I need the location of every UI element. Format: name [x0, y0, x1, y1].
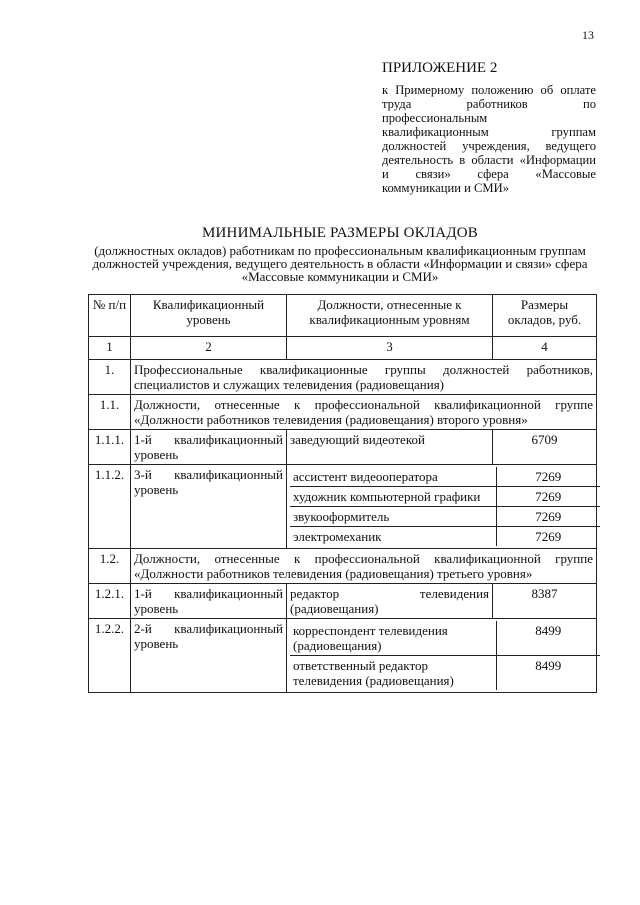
position-row — [290, 467, 600, 487]
position-row — [290, 527, 600, 547]
position-name: ответственный редактор телевидения (радиовещания) — [290, 656, 496, 691]
table-header-row — [89, 295, 597, 337]
qualification-level: 1-й квалификационный уровень — [131, 584, 287, 619]
row-number: 1. — [89, 360, 131, 395]
table-row — [89, 430, 597, 465]
position-name: звукооформитель — [290, 507, 496, 527]
column-number: 2 — [131, 337, 287, 360]
group-title: Должности, отнесенные к профессиональной квалификационной группе «Должности работников телевидения (радиовещания) второго уровня» — [131, 395, 597, 430]
positions-subtable — [290, 467, 600, 546]
qualification-level: 2-й квалификационный уровень — [131, 619, 287, 693]
table-row — [89, 584, 597, 619]
position-name: художник компьютерной графики — [290, 487, 496, 507]
table-row — [89, 619, 597, 693]
appendix-title: ПРИЛОЖЕНИЕ 2 — [382, 60, 498, 76]
row-number: 1.2. — [89, 549, 131, 584]
positions-subtable — [290, 621, 600, 690]
position-name: корреспондент телевидения (радиовещания) — [293, 623, 448, 653]
row-number: 1.1. — [89, 395, 131, 430]
appendix-block — [382, 60, 596, 195]
positions-group — [287, 619, 597, 693]
salary-value: 7269 — [496, 487, 600, 507]
salary-table — [88, 294, 597, 693]
salary-value: 8387 — [493, 584, 597, 619]
header-salary: Размеры окладов, руб. — [493, 295, 597, 337]
group-title: Должности, отнесенные к профессиональной квалификационной группе «Должности работников телевидения (радиовещания) третьего уровня» — [131, 549, 597, 584]
table-row — [89, 549, 597, 584]
qualification-level: 3-й квалификационный уровень — [131, 465, 287, 549]
heading-title: МИНИМАЛЬНЫЕ РАЗМЕРЫ ОКЛАДОВ — [201, 225, 478, 241]
column-number: 1 — [89, 337, 131, 360]
position-row — [290, 487, 600, 507]
salary-value: 8499 — [496, 656, 600, 691]
position-row — [290, 507, 600, 527]
page-number: 13 — [582, 28, 594, 42]
position-row — [290, 656, 600, 691]
positions-group — [287, 465, 597, 549]
row-number: 1.1.1. — [89, 430, 131, 465]
header-positions: Должности, отнесенные к квалификационным уровням — [287, 295, 493, 337]
header-level: Квалификационный уровень — [131, 295, 287, 337]
document-heading — [90, 225, 590, 283]
salary-value: 7269 — [496, 507, 600, 527]
position-name: ассистент видеооператора — [293, 469, 438, 484]
column-number: 4 — [493, 337, 597, 360]
position-row — [290, 621, 600, 656]
header-number: № п/п — [89, 295, 131, 337]
row-number: 1.2.2. — [89, 619, 131, 693]
table-row — [89, 395, 597, 430]
table-row — [89, 360, 597, 395]
qualification-level: 1-й квалификационный уровень — [131, 430, 287, 465]
row-number: 1.1.2. — [89, 465, 131, 549]
salary-value: 7269 — [496, 527, 600, 547]
position-name: редактор телевидения (радиовещания) — [287, 584, 493, 619]
salary-value: 7269 — [496, 467, 600, 487]
salary-value: 6709 — [493, 430, 597, 465]
position-name: электромеханик — [290, 527, 496, 547]
group-title: Профессиональные квалификационные группы должностей работников, специалистов и служащих телевидения (радиовещания) — [131, 360, 597, 395]
column-number: 3 — [287, 337, 493, 360]
row-number: 1.2.1. — [89, 584, 131, 619]
position-name: заведующий видеотекой — [287, 430, 493, 465]
salary-value: 8499 — [496, 621, 600, 656]
heading-subtitle: (должностных окладов) работникам по профессиональным квалификационным группам должностей учреждения, ведущего деятельность в области «Информации и связи» сфера «Массовые коммуникации и СМИ» — [92, 243, 588, 284]
appendix-text: к Примерному положению об оплате труда работников по профессиональным квалификационным группам должностей учреждения, ведущего деятельность в области «Информации и связи» сфера «Массовые коммуникации и СМИ» — [382, 83, 596, 195]
column-number-row — [89, 337, 597, 360]
table-row — [89, 465, 597, 549]
